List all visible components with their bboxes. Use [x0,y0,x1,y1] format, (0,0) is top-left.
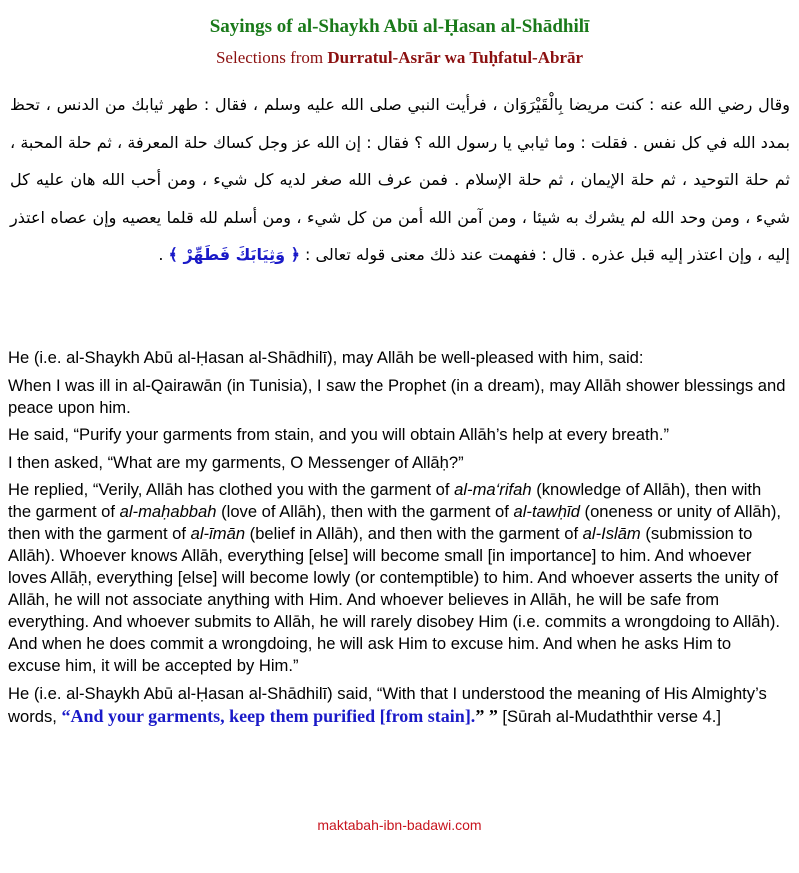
paragraph-3: He said, “Purify your garments from stain, and you will obtain Allāh’s help at every breath.” [8,425,669,444]
verse-translation: “And your garments, keep them purified [from stain]. [61,705,476,726]
surah-reference: [Sūrah al-Mudaththir verse 4.] [497,706,722,726]
subtitle-prefix: Selections from [215,48,328,67]
term-tawhid: al-tawḥīd [513,502,580,521]
page-title: Sayings of al-Shaykh Abū al-Ḥasan al-Shādhilī [209,16,590,37]
paragraph-6 [8,683,788,728]
arabic-text: وقال رضي الله عنه : كنت مريضا بِالْقَيْرَوَان ، فرأيت النبي صلى الله عليه وسلم ، فقال : طهر ثيابك من الدنس ، تحظ بمدد الله في كل نفس . فقلت : وما ثيابي يا رسول الله ؟ فقال : إن الله عز وجل كساك حلة المعرفة ، ثم حلة المحبة ، ثم حلة التوحيد ، ثم حلة الإيمان ، ثم حلة الإسلام . فمن عرف الله صغر لديه كل شيء ، ومن أحب الله هان عليه كل شيء ، ومن وحد الله لم يشرك به شيئا ، ومن آمن الله أمن من كل شيء ، ومن أسلم لله قلما يعصيه وإن عصاه اعتذر إليه ، وإن اعتذر إليه قبل عذره . قال : ففهمت عند ذلك معنى قوله تعالى : [10,95,790,264]
arabic-passage [10,86,790,274]
p5-text-b: (knowledge of Allāh), then with the garment of [8,480,762,521]
arabic-end: . [158,245,169,264]
english-translation [8,347,788,733]
paragraph-1: He (i.e. al-Shaykh Abū al-Ḥasan al-Shādhilī), may Allāh be well-pleased with him, said: [8,348,644,367]
p5-text-d: (oneness or unity of Allāh), then with the garment of [8,502,782,543]
paragraph-5 [8,479,788,677]
term-iman: al-īmān [190,524,246,543]
term-mahabbah: al-maḥabbah [119,502,217,521]
book-title: Durratul-Asrār wa Tuḥfatul-Abrār [327,48,584,67]
paragraph-2: When I was ill in al-Qairawān (in Tunisia), I saw the Prophet (in a dream), may Allāh shower blessings and peace upon him. [8,375,786,417]
p6-text-a: He (i.e. al-Shaykh Abū al-Ḥasan al-Shādhilī) said, “With that I understood the meaning of His Almighty’s words, [8,683,767,726]
p5-text-c: (love of Allāh), then with the garment of [216,502,514,521]
term-islam: al-Islām [582,524,641,543]
p5-text-e: (belief in Allāh), and then with the garment of [245,524,583,543]
p5-text-f: (submission to Allāh). Whoever knows Allāh, everything [else] will become small [in importance] to him. And whoever loves Allāḥ, everything [else] will become lowly (or contemptible) to him. And whoever asserts the unity of Allāh, he will not associate anything with Him. And whoever believes in Allāh, he will be safe from everything. And whoever submits to Allāh, he will rarely disobey Him (i.e. commits a wrongdoing to Allāh). And when he does commit a wrongdoing, he will ask Him to excuse him. And when he asks Him to excuse him, it will be accepted by Him.” [8,524,780,675]
term-marifah: al-ma‘rifah [454,480,532,499]
verse-translation-close: ” ” [475,705,498,726]
quran-verse: ﴿ وَثِيَابَكَ فَطَهِّرْ ﴾ [168,245,300,264]
paragraph-4: I then asked, “What are my garments, O Messenger of Allāḥ?” [8,452,464,472]
page-subtitle [0,48,799,68]
p5-text-a: He replied, “Verily, Allāh has clothed you with the garment of [8,480,455,499]
footer-link[interactable]: maktabah-ibn-badawi.com [317,817,482,833]
